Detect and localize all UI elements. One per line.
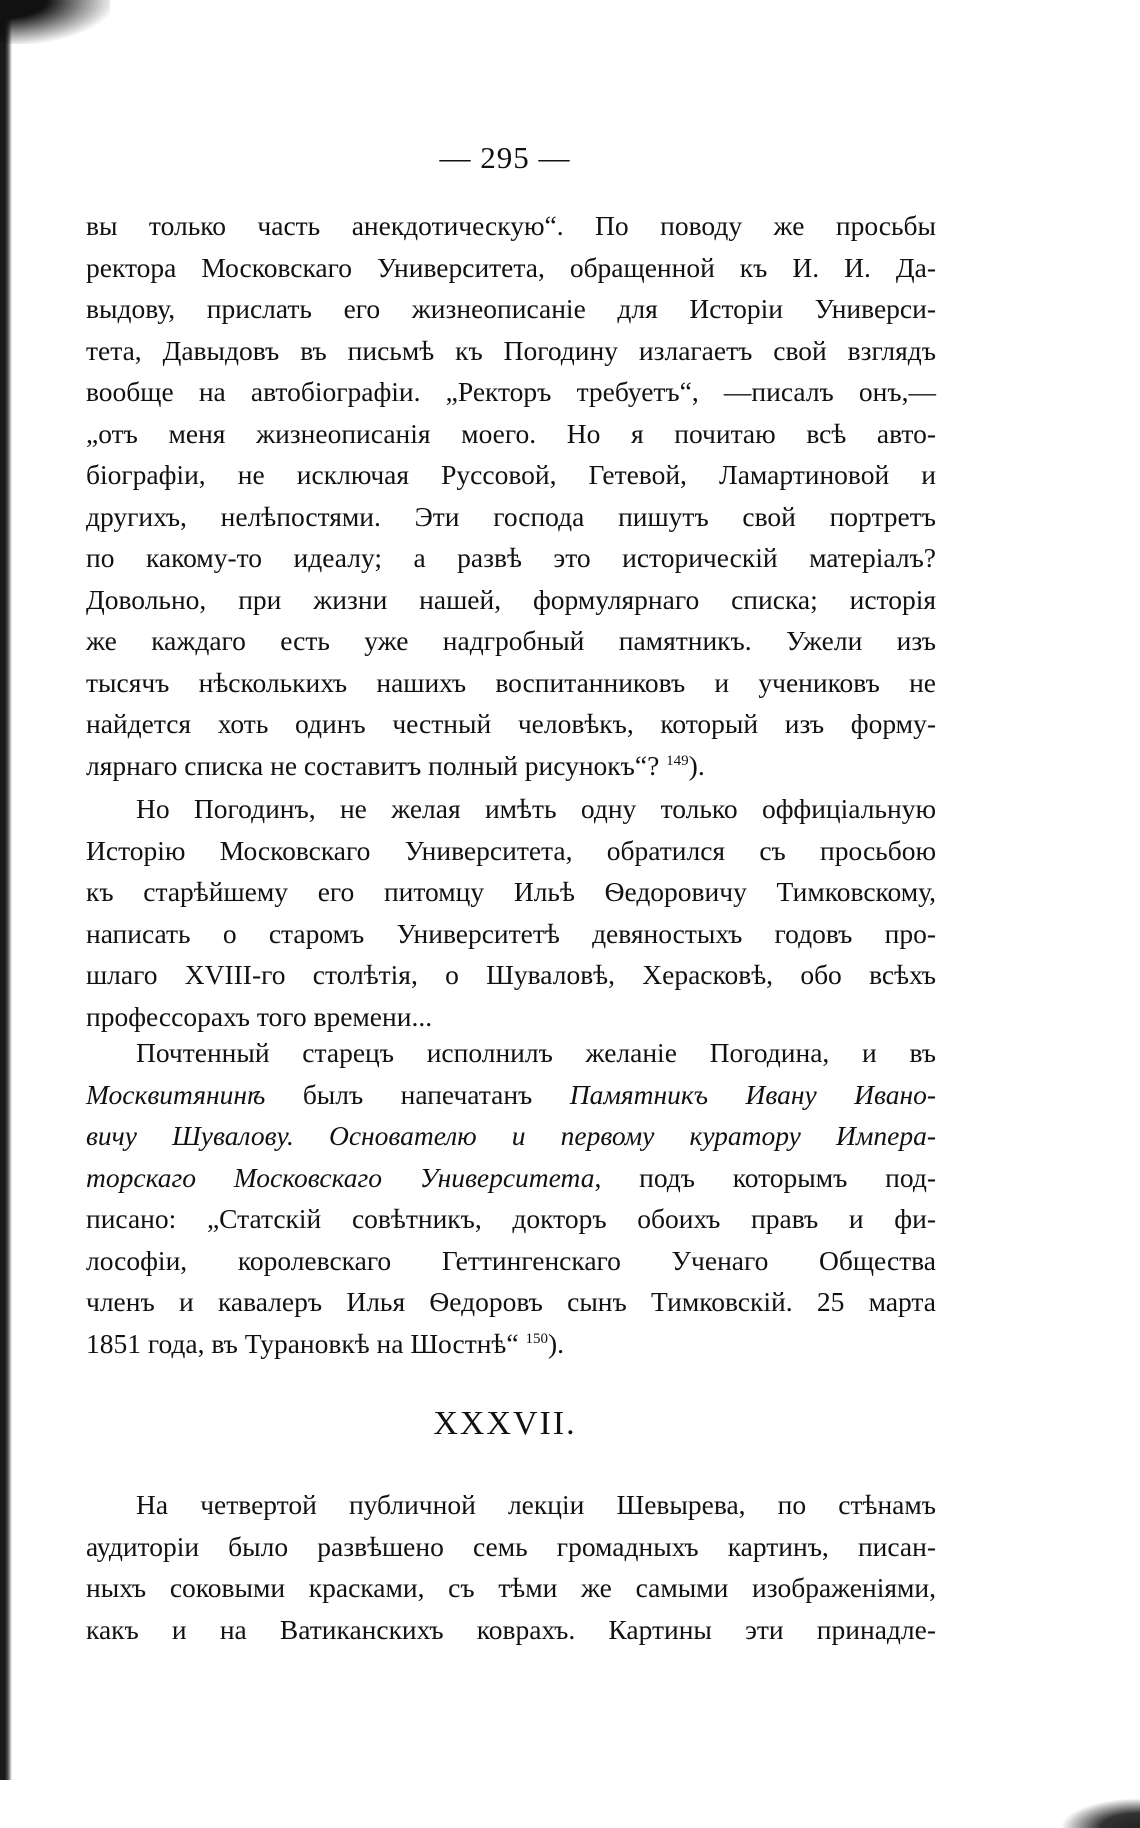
text-line: аудиторіи было развѣшено семь громадныхъ картинъ, писан-: [86, 1530, 936, 1562]
scan-bottom-mark: [1060, 1798, 1140, 1828]
text-line: На четвертой публичной лекціи Шевырева, по стѣнамъ: [136, 1489, 936, 1520]
italic-title: Памятникъ Ивану Ивано-: [569, 1078, 937, 1110]
page-number: — 295 —: [439, 140, 571, 175]
text-line: по какому-то идеалу; а развѣ это историческій матеріалъ?: [86, 542, 936, 573]
text-line: найдется хоть одинъ честный человѣкъ, который изъ форму-: [86, 708, 936, 739]
scan-corner-mark: [0, 0, 110, 44]
text-span: ).: [688, 749, 705, 781]
text-line: писано: „Статскій совѣтникъ, докторъ обоихъ правъ и фи-: [86, 1203, 936, 1234]
text-span: былъ напечатанъ: [265, 1078, 570, 1110]
text-line: написать о старомъ Университетѣ девяностыхъ годовъ про-: [86, 917, 936, 949]
text-line: шлаго XVIII-го столѣтія, о Шуваловѣ, Херасковѣ, обо всѣхъ: [86, 959, 936, 990]
text-line: [86, 1074, 936, 1116]
text-line: другихъ, нелѣпостями. Эти господа пишутъ свой портретъ: [86, 500, 936, 532]
text-line: вы только часть анекдотическую“. По поводу же просьбы: [86, 210, 936, 241]
text-line: „отъ меня жизнеописанія моего. Но я почитаю всѣ авто-: [86, 417, 936, 449]
text-line: какъ и на Ватиканскихъ коврахъ. Картины эти принадле-: [86, 1613, 936, 1645]
text-line: выдову, прислать его жизнеописаніе для Исторіи Универси-: [86, 293, 936, 324]
paragraph-pogodin-request: [86, 788, 936, 1037]
text-line: тысячъ нѣсколькихъ нашихъ воспитанниковъ и учениковъ не: [86, 666, 936, 698]
text-line: тета, Давыдовъ въ письмѣ къ Погодину излагаетъ свой взглядъ: [86, 334, 936, 366]
text-line: профессорахъ того времени...: [86, 1000, 433, 1032]
text-line: лософіи, королевскаго Геттингенскаго Ученаго Общества: [86, 1244, 936, 1276]
paragraph-davydov-letter: [86, 205, 936, 786]
text-line: Исторію Московскаго Университета, обратился съ просьбою: [86, 834, 936, 866]
text-line: ректора Московскаго Университета, обращенной къ И. И. Да-: [86, 251, 936, 283]
text-line: къ старѣйшему его питомцу Ильѣ Ѳедоровичу Тимковскому,: [86, 876, 936, 907]
text-line: вообще на автобіографіи. „Ректоръ требуетъ“, —писалъ онъ,—: [86, 376, 936, 407]
footnote-ref: 149: [666, 752, 689, 769]
text-line: же каждаго есть уже надгробный памятникъ. Ужели изъ: [86, 625, 936, 656]
text-line: біографіи, не исключая Руссовой, Гетевой, Ламартиновой и: [86, 459, 936, 490]
text-span: , подъ которымъ под-: [594, 1161, 936, 1193]
italic-title: Москвитянинѣ: [86, 1078, 266, 1110]
text-span: ).: [547, 1327, 564, 1359]
text-line: [86, 1157, 936, 1199]
text-line: Но Погодинъ, не желая имѣть одну только оффиціальную: [136, 793, 936, 824]
text-line: [86, 1323, 936, 1365]
text-line: [86, 745, 936, 787]
text-line: ныхъ соковыми красками, съ тѣми же самыми изображеніями,: [86, 1572, 936, 1603]
paragraph-shevyrev-lecture: [86, 1484, 936, 1650]
text-line: Почтенный старецъ исполнилъ желаніе Погодина, и въ: [136, 1037, 936, 1068]
text-span: лярнаго списка не составитъ полный рисунокъ“?: [86, 749, 667, 781]
text-line: членъ и кавалеръ Илья Ѳедоровъ сынъ Тимковскій. 25 марта: [86, 1286, 936, 1317]
text-line: Довольно, при жизни нашей, формулярнаго списка; исторія: [86, 583, 936, 615]
italic-title: торскаго Московскаго Университета: [86, 1161, 595, 1193]
section-heading: XXXVII.: [433, 1405, 577, 1442]
text-line: вичу Шувалову. Основателю и первому куратору Импера-: [86, 1120, 936, 1151]
paragraph-timkovsky: [86, 1032, 936, 1364]
footnote-ref: 150: [525, 1330, 548, 1347]
scan-left-edge: [0, 0, 12, 1780]
text-span: 1851 года, въ Турановкѣ на Шостнѣ“: [86, 1327, 526, 1359]
